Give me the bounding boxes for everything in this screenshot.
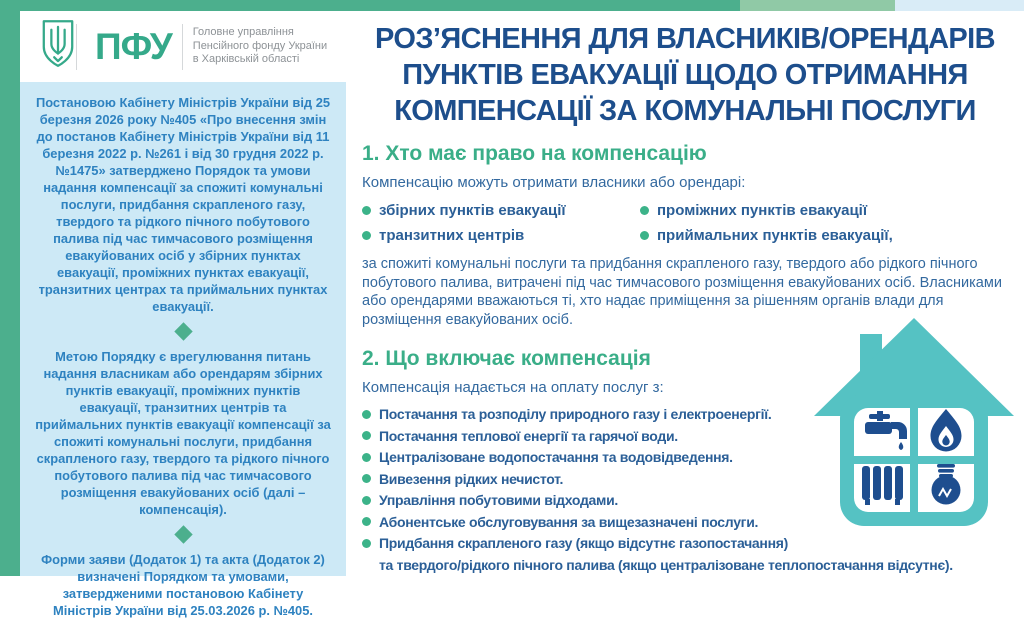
house-icon: [814, 316, 1016, 528]
page-title-line: ПУНКТІВ ЕВАКУАЦІЇ ЩОДО ОТРИМАННЯ: [402, 59, 968, 91]
sidebar-paragraph: Метою Порядку є врегулювання питань надання власникам або орендарям збірних пунктів евакуації, проміжних пунктів евакуації, транзитних центрів та приймальних пунктів евакуації компенсації за спожиті комунальні послуги, придбання скрапленого газу, твердого та рідкого пічного побутового палива під час тимчасового розміщення евакуйованих осіб (далі – компенсація).: [35, 349, 331, 517]
list-item: [362, 535, 1010, 553]
main-content: [346, 11, 1024, 576]
sidebar-paragraph: Форми заяви (Додаток 1) та акта (Додаток 2) визначені Порядком та умовами, затвердженими постановою Кабінету Міністрів України від 25.03.2026 р. №405.: [41, 552, 325, 618]
section-who-has-right: [362, 141, 1010, 329]
list-item-label: приймальних пунктів евакуації,: [657, 227, 893, 244]
bullet-dot-icon: [362, 410, 371, 419]
list-item-label: транзитних центрів: [379, 227, 525, 244]
diamond-icon: [174, 322, 192, 340]
list-item-label: Постачання та розподілу природного газу і електроенергії.: [379, 406, 772, 422]
section1-heading: 1. Хто має право на компенсацію: [362, 142, 707, 165]
top-strip-pale-blue: [895, 0, 1024, 11]
bullet-dot-icon: [362, 517, 371, 526]
sidebar: [20, 82, 346, 618]
top-strip-green: [20, 0, 740, 11]
bullet-dot-icon: [362, 231, 371, 240]
list-item-label: Придбання скрапленого газу (якщо відсутнє газопостачання): [379, 535, 788, 551]
list-item-label: проміжних пунктів евакуації: [657, 202, 868, 219]
bullet-dot-icon: [362, 431, 371, 440]
list-item-label: Абонентське обслуговування за вищезазначені послуги.: [379, 513, 759, 530]
bullet-dot-icon: [362, 539, 371, 548]
page-title: [354, 21, 1016, 129]
list-item-label: збірних пунктів евакуації: [379, 202, 566, 219]
section2-intro: Компенсація надається на оплату послуг з:: [362, 379, 664, 396]
left-frame-bar: [0, 0, 20, 576]
diamond-icon: [174, 525, 192, 543]
sidebar-paragraph: Постановою Кабінету Міністрів України від 25 березня 2026 року №405 «Про внесення змін до постанов Кабінету Міністрів України від 11 березня 2022 р. №261 і від 30 грудня 2022 р. №1475» затверджено Порядок та умови надання компенсації за спожиті комунальні послуги, придбання скрапленого газу, твердого та рідкого пічного побутового палива під час тимчасового розміщення евакуйованих осіб у збірних пунктах евакуації, проміжних пунктах евакуації, транзитних центрах та приймальних пунктах евакуації.: [35, 95, 331, 314]
logo-bar: [20, 11, 346, 82]
bullet-dot-icon: [362, 474, 371, 483]
bullet-dot-icon: [362, 206, 371, 215]
page-title-line: РОЗ’ЯСНЕННЯ ДЛЯ ВЛАСНИКІВ/ОРЕНДАРІВ: [375, 23, 995, 55]
bullet-dot-icon: [640, 206, 649, 215]
list-item: [640, 227, 1010, 245]
logo-divider: [182, 24, 183, 70]
section1-intro: Компенсацію можуть отримати власники або орендарі:: [362, 174, 746, 191]
section2-heading: 2. Що включає компенсація: [362, 347, 651, 370]
logo-abbreviation: ПФУ: [95, 25, 172, 67]
logo-org-line: Пенсійного фонду України: [192, 39, 328, 52]
logo-divider: [76, 24, 77, 70]
list-item-label: та твердого/рідкого пічного палива (якщо централізоване теплопостачання відсутнє).: [379, 556, 953, 573]
page-title-line: КОМПЕНСАЦІЇ ЗА КОМУНАЛЬНІ ПОСЛУГИ: [394, 95, 976, 127]
list-item: [640, 202, 1010, 220]
list-item-label: Централізоване водопостачання та водовідведення.: [379, 449, 733, 465]
section1-bullet-grid: [362, 202, 1010, 245]
list-item-label: Управління побутовими відходами.: [379, 492, 618, 508]
trident-icon: [40, 18, 76, 75]
list-item-label: Постачання теплової енергії та гарячої води.: [379, 427, 678, 444]
list-item-continuation: [362, 557, 1010, 575]
section1-paragraph: за спожиті комунальні послуги та придбання скрапленого газу, твердого або рідкого пічного побутового палива, витрачені під час тимчасового розміщення евакуйованих осіб. Власниками або орендарями вважаються ті, хто надає приміщення за рішенням органів влади для розміщення евакуйованих осіб.: [362, 256, 1002, 328]
list-item: [362, 202, 640, 220]
logo-org-line: в Харківській області: [192, 53, 300, 66]
top-strip-light-green: [740, 0, 895, 11]
logo-organization-name: [193, 26, 327, 67]
bullet-dot-icon: [640, 231, 649, 240]
bullet-dot-icon: [362, 453, 371, 462]
list-item: [362, 227, 640, 245]
list-item-label: Вивезення рідких нечистот.: [379, 470, 564, 487]
logo-org-line: Головне управління: [192, 26, 294, 39]
bullet-dot-icon: [362, 496, 371, 505]
